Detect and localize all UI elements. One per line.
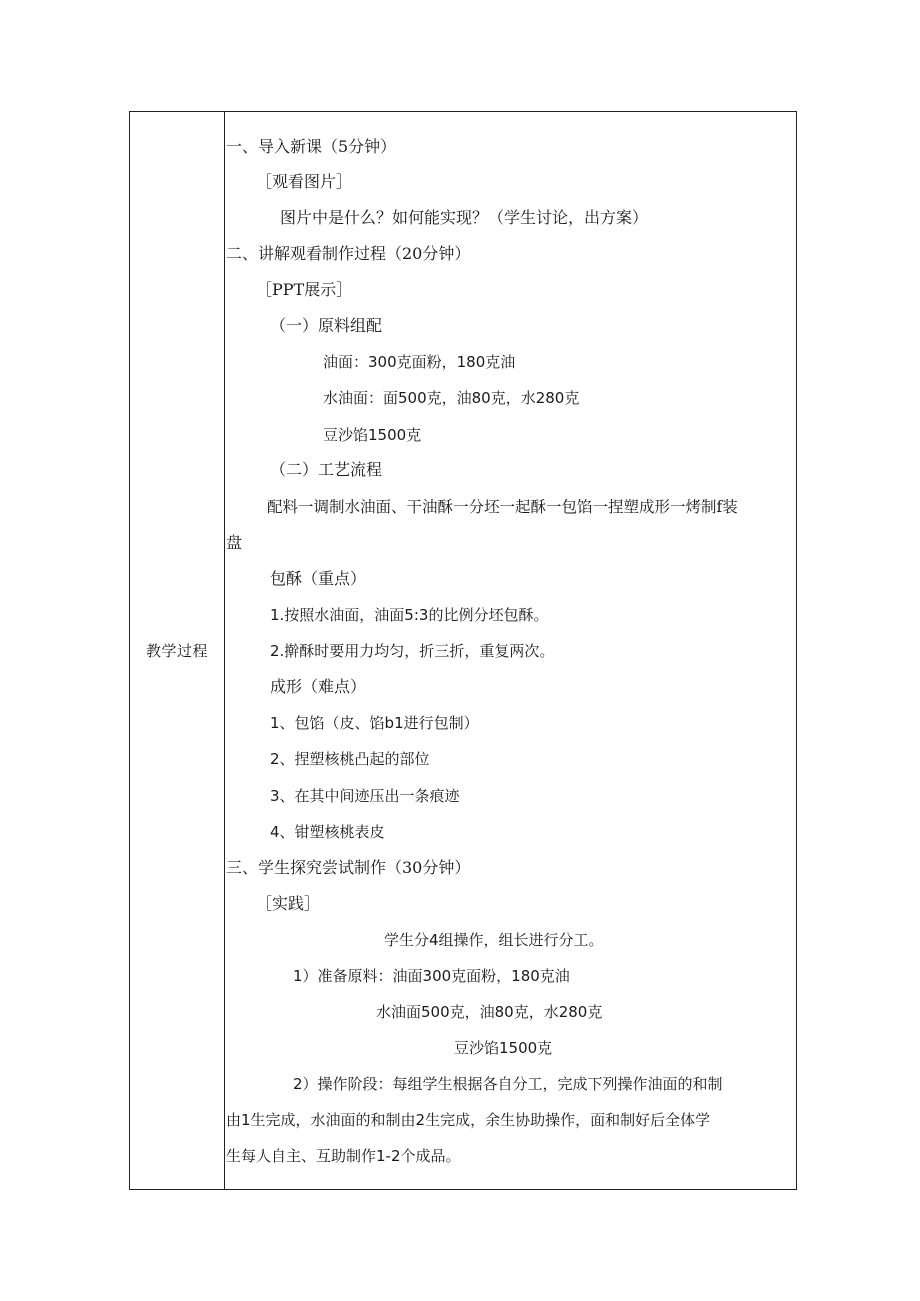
practice-label: ［实践］ [256,894,321,913]
shaping-step-2: 2、捏塑核桃凸起的部位 [270,750,430,768]
shaping-step-4: 4、钳塑核桃表皮 [270,823,385,841]
prepare-materials: 1）准备原料：油面300克面粉，180克油 [293,967,570,985]
shaping-step-1: 1、包馅（皮、馅b1进行包制） [270,714,479,732]
ppt-label: ［PPT展示］ [256,280,353,299]
ingredient-oil-dough: 油面：300克面粉，180克油 [323,353,516,371]
shaping-step-3: 3、在其中间迹压出一条痕迹 [270,787,460,805]
operation-stage-line-3: 生每人自主、互助制作1-2个成品。 [226,1147,461,1165]
row-label-cell [130,112,224,1189]
operation-stage-line-1: 2）操作阶段：每组学生根据各自分工，完成下列操作油面的和制 [293,1075,723,1093]
ingredient-bean-paste: 豆沙馅1500克 [323,426,422,444]
section-1-heading: 一、导入新课（5分钟） [226,137,397,156]
ingredient-water-oil-dough: 水油面：面500克，油80克，水280克 [323,389,580,407]
section-3-heading: 三、学生探究尝试制作（30分钟） [226,858,471,877]
watch-pictures-label: ［观看图片］ [256,172,353,191]
wrap-pastry-step-1: 1.按照水油面，油面5:3的比例分坯包酥。 [270,606,549,624]
process-flow: 配料一调制水油面、干油酥一分坯一起酥一包馅一捏塑成形一烤制f装 [267,498,738,516]
row-label: 教学过程 [145,642,208,660]
shaping-heading: 成形（难点） [270,677,367,696]
wrap-pastry-step-2: 2.擀酥时要用力均匀，折三折，重复两次。 [270,642,555,660]
prepare-water-oil-dough: 水油面500克，油80克，水280克 [376,1003,603,1021]
column-divider [224,112,225,1189]
group-instructions: 学生分4组操作，组长进行分工。 [384,931,604,949]
ingredients-heading: （一）原料组配 [270,316,383,335]
prepare-bean-paste: 豆沙馅1500克 [454,1039,553,1057]
wrap-pastry-heading: 包酥（重点） [270,569,367,588]
operation-stage-line-2: 由1生完成，水油面的和制由2生完成，余生协助操作，面和制好后全体学 [226,1111,711,1129]
process-flow-continued: 盘 [226,533,243,552]
section-2-heading: 二、讲解观看制作过程（20分钟） [226,244,471,263]
process-heading: （二）工艺流程 [270,460,383,479]
discussion-question: 图片中是什么？如何能实现？（学生讨论，出方案） [280,208,649,227]
